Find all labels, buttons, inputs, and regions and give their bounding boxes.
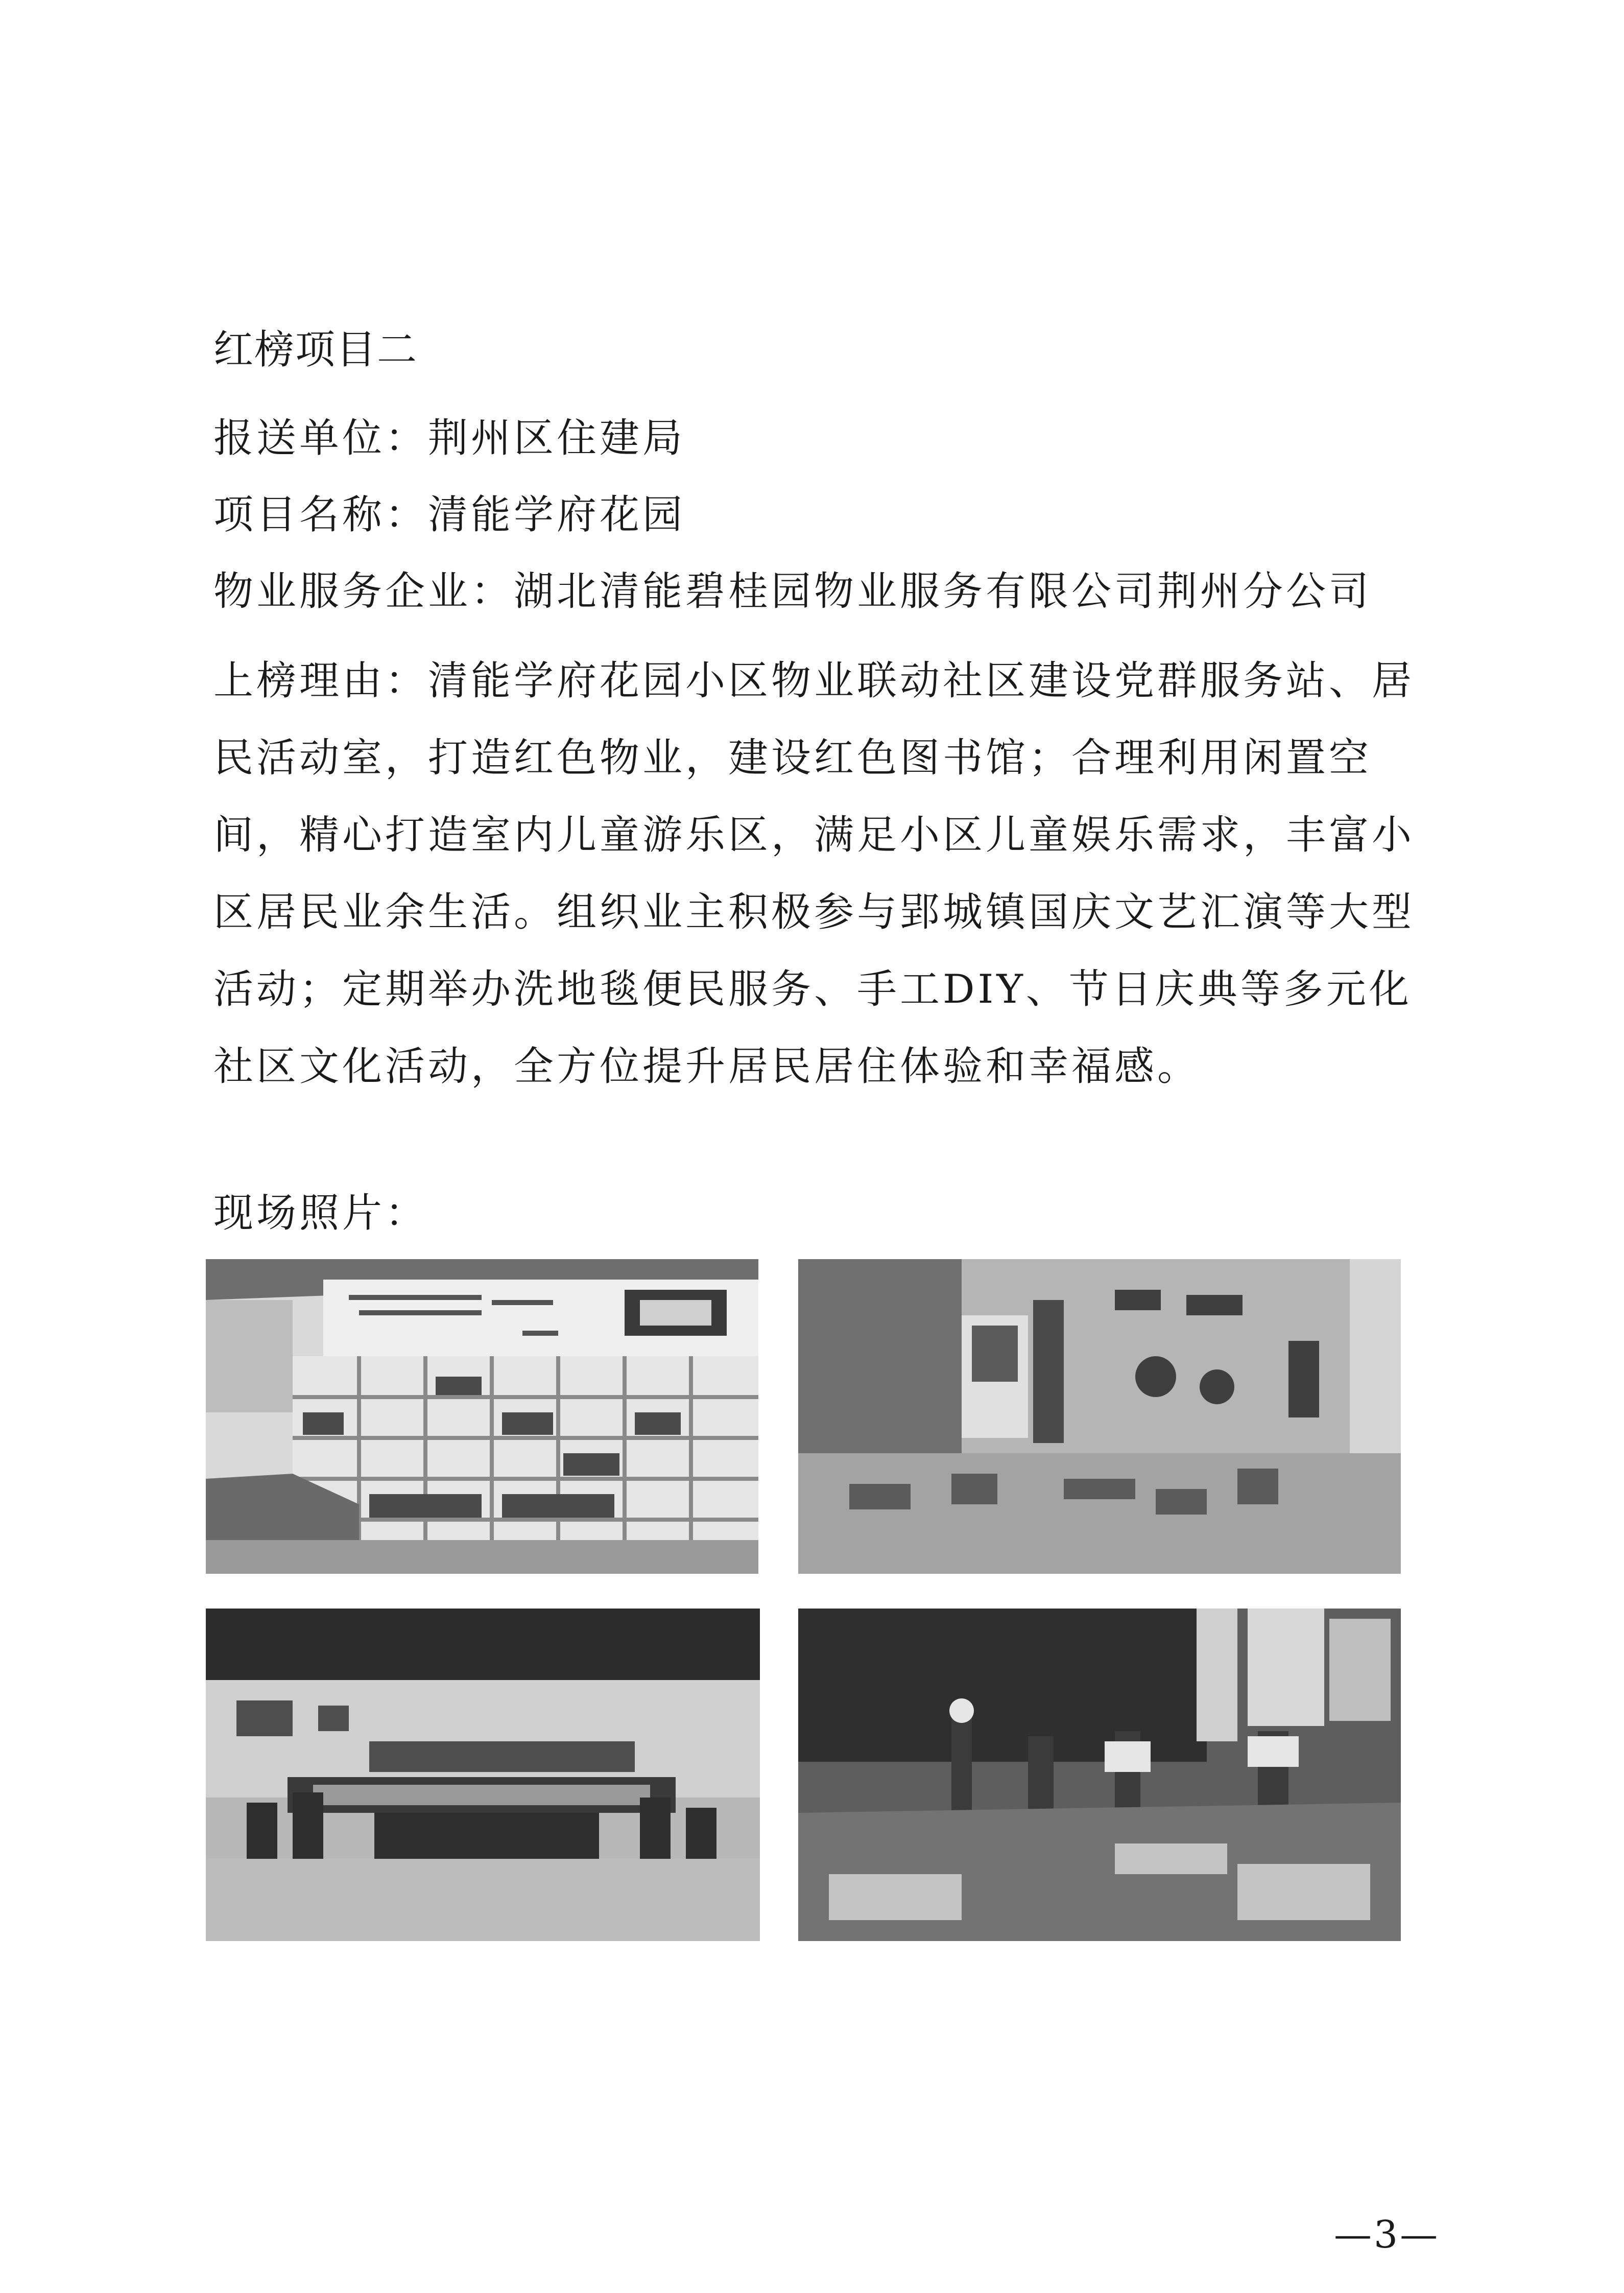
carpet-washing-photo [798, 1609, 1401, 1941]
field-value: 清能学府花园 [428, 492, 686, 538]
play-area-photo [798, 1259, 1401, 1574]
field-label: 物业服务企业： [213, 569, 514, 614]
field-label: 报送单位： [213, 415, 428, 461]
field-value: 湖北清能碧桂园物业服务有限公司荆州分公司 [514, 569, 1372, 614]
field-project-name [213, 489, 685, 540]
photos-label: 现场照片： [213, 1190, 428, 1236]
reason-label: 上榜理由： [213, 658, 428, 704]
listing-reason [213, 643, 1449, 1105]
page-number: —3— [1334, 2213, 1440, 2257]
reason-text: 清能学府花园小区物业联动社区建设党群服务站、居民活动室，打造红色物业，建设红色图书馆；合理利用闲置空间，精心打造室内儿童游乐区，满足小区儿童娱乐需求，丰富小区居民业余生活。组织业主积极参与郢城镇国庆文艺汇演等大型活动；定期举办洗地毯便民服务、手工DIY、节日庆典等多元化社区文化活动，全方位提升居民居住体验和幸福感。 [213, 658, 1415, 1090]
section-title: 红榜项目二 [213, 327, 418, 373]
field-label: 项目名称： [213, 492, 428, 538]
performance-photo [206, 1609, 760, 1941]
field-value: 荆州区住建局 [428, 415, 686, 461]
library-photo [206, 1259, 758, 1574]
field-property-company [213, 566, 1372, 617]
field-submitting-unit [213, 413, 685, 464]
